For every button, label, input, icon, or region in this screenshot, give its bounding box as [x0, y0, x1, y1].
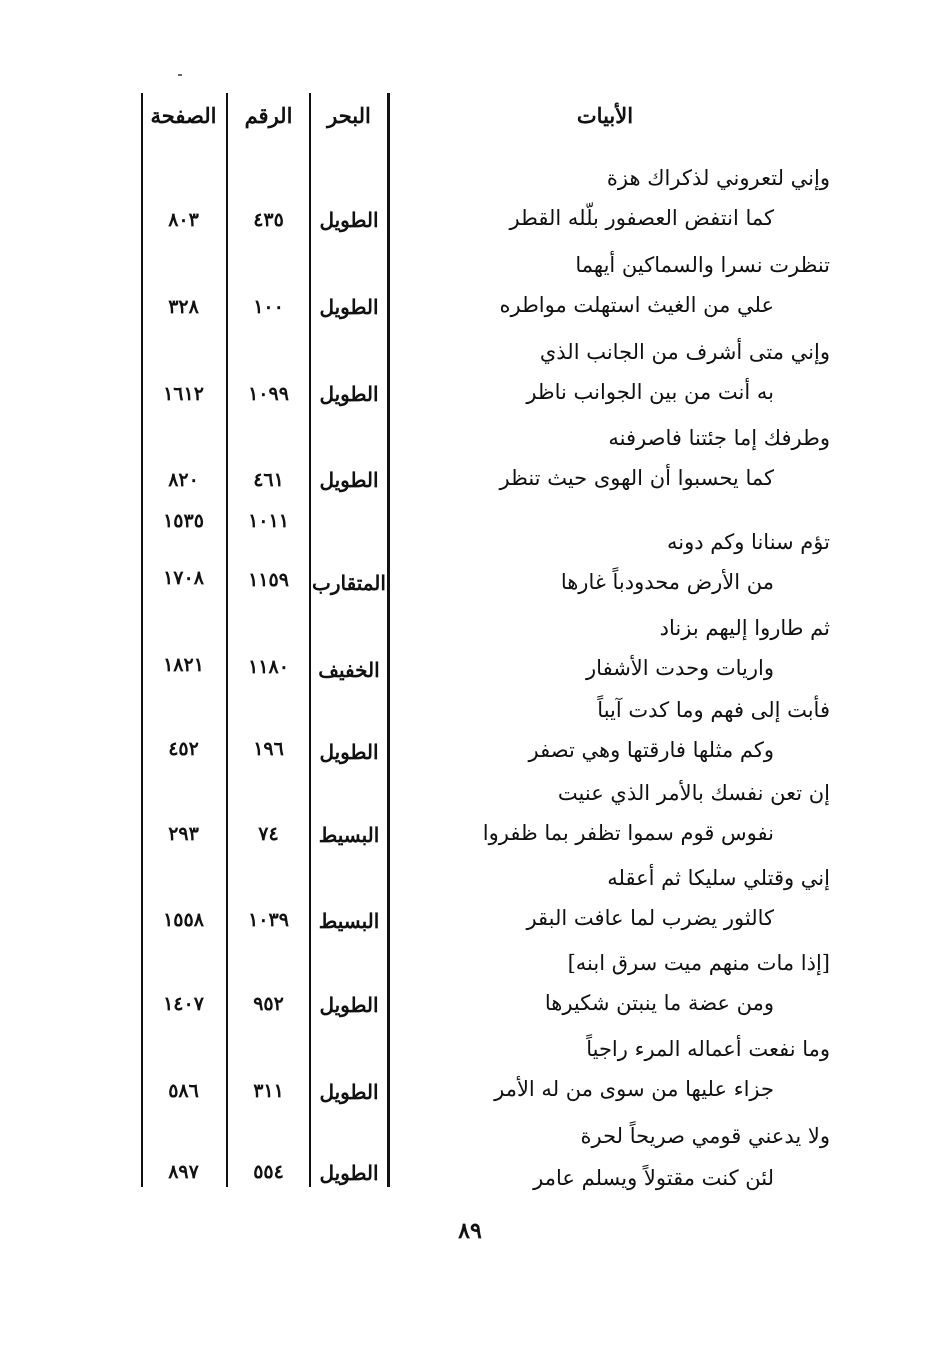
- sea-cell: الطويل: [319, 1080, 379, 1104]
- sea-cell: الطويل: [319, 295, 379, 319]
- number-cell: ١٠٩٩: [248, 383, 289, 405]
- page-cell: ٨٩٧: [168, 1161, 199, 1183]
- number-cell: ٤٣٥: [253, 209, 284, 231]
- verse-line-2: واريات وحدت الأشفار: [586, 656, 774, 680]
- verse-line-2: كالثور يضرب لما عافت البقر: [526, 906, 774, 930]
- page-cell-extra: ١٥٣٥: [163, 510, 204, 532]
- verse-line-2: جزاء عليها من سوى من له الأمر: [494, 1077, 774, 1101]
- column-divider-left: [141, 93, 143, 1187]
- sea-cell: الطويل: [319, 468, 379, 492]
- column-divider-page-number: [226, 93, 228, 1187]
- sea-cell: الخفيف: [318, 658, 380, 682]
- verse-line-2: لئن كنت مقتولاً ويسلم عامر: [533, 1166, 774, 1190]
- page-cell: ٨٠٣: [168, 209, 199, 231]
- number-cell: ١٩٦: [253, 738, 284, 760]
- verse-line-1: وما نفعت أعماله المرء راجياً: [586, 1037, 830, 1061]
- page-cell: ٤٥٢: [168, 738, 199, 760]
- column-divider-sea-verses: [387, 93, 390, 1187]
- sea-cell: الطويل: [319, 740, 379, 764]
- verse-line-1: إن تعن نفسك بالأمر الذي عنيت: [557, 781, 830, 805]
- page-cell: ١٤٠٧: [163, 993, 204, 1015]
- page-cell: ٣٢٨: [168, 296, 199, 318]
- verse-line-2: من الأرض محدودباً غارها: [560, 570, 774, 594]
- page-cell: ٢٩٣: [168, 823, 199, 845]
- number-cell: ٥٥٤: [253, 1161, 284, 1183]
- verse-line-1: إني وقتلي سليكا ثم أعقله: [607, 866, 830, 890]
- sea-cell: البسيط: [318, 909, 380, 933]
- verse-line-2: وكم مثلها فارقتها وهي تصفر: [528, 738, 774, 762]
- verse-line-1: تؤم سنانا وكم دونه: [666, 530, 830, 554]
- header-page: الصفحة: [150, 103, 217, 128]
- verse-line-2: كما يحسبوا أن الهوى حيث تنظر: [499, 466, 774, 490]
- sea-cell: الطويل: [319, 382, 379, 406]
- number-cell: ١٠٣٩: [248, 909, 289, 931]
- number-cell: ٧٤: [258, 823, 279, 845]
- verse-line-2: به أنت من بين الجوانب ناظر: [526, 380, 774, 404]
- stray-mark: [178, 74, 182, 76]
- verse-line-1: ولا يدعني قومي صريحاً لحرة: [580, 1124, 830, 1148]
- sea-cell: البسيط: [318, 823, 380, 847]
- number-cell: ١١٨٠: [248, 656, 289, 678]
- number-cell: ٤٦١: [253, 469, 284, 491]
- sea-cell: الطويل: [319, 1161, 379, 1185]
- verse-line-1: وطرفك إما جئتنا فاصرفنه: [608, 426, 830, 450]
- page-cell: ١٨٢١: [163, 654, 204, 676]
- sea-cell: الطويل: [319, 993, 379, 1017]
- number-cell: ١٠٠: [253, 296, 284, 318]
- verse-line-1: ثم طاروا إليهم بزناد: [659, 616, 830, 640]
- number-cell: ٩٥٢: [253, 993, 284, 1015]
- page-cell: ١٥٥٨: [163, 909, 204, 931]
- page-cell: ٨٢٠: [168, 469, 199, 491]
- verse-line-1: فأبت إلى فهم وما كدت آيباً: [597, 698, 830, 722]
- verse-line-1: وإني متى أشرف من الجانب الذي: [539, 340, 830, 364]
- page-number: ٨٩: [458, 1218, 482, 1244]
- sea-cell: الطويل: [319, 208, 379, 232]
- header-sea: البحر: [327, 103, 371, 128]
- verse-line-2: ومن عضة ما ينبتن شكيرها: [544, 991, 774, 1015]
- column-divider-number-sea: [309, 93, 311, 1187]
- verse-line-2: نفوس قوم سموا تظفر بما ظفروا: [482, 821, 774, 845]
- number-cell: ١١٥٩: [248, 569, 289, 591]
- page-cell: ١٦١٢: [163, 383, 204, 405]
- verse-line-1: وإني لتعروني لذكراك هزة: [606, 166, 830, 190]
- verse-line-2: كما انتفض العصفور بلّله القطر: [509, 206, 774, 230]
- page-cell: ٥٨٦: [168, 1080, 199, 1102]
- number-cell-extra: ١٠١١: [248, 510, 289, 532]
- header-verses: الأبيات: [576, 103, 634, 128]
- number-cell: ٣١١: [253, 1080, 284, 1102]
- verse-line-2: علي من الغيث استهلت مواطره: [499, 293, 774, 317]
- verse-line-1: [إذا مات منهم ميت سرق ابنه]: [567, 951, 830, 975]
- verse-line-1: تنظرت نسرا والسماكين أيهما: [575, 253, 830, 277]
- header-number: الرقم: [244, 103, 293, 128]
- page-cell: ١٧٠٨: [163, 567, 204, 589]
- sea-cell: المتقارب: [312, 571, 386, 595]
